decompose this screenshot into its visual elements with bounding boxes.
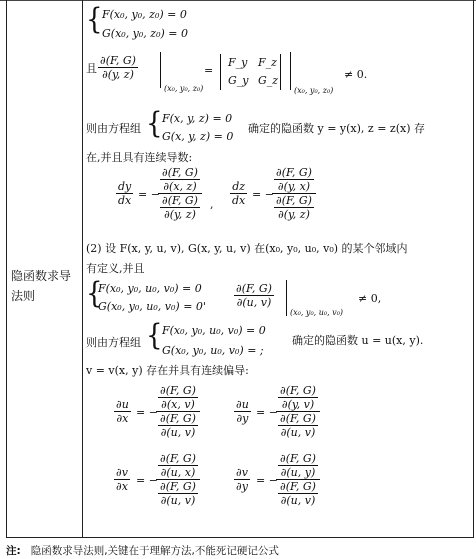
neq-zero-1: ≠ 0. [344, 68, 368, 81]
cf4-top-num: ∂(F, G) [280, 384, 316, 397]
row-label: 隐函数求导法则 [11, 269, 72, 303]
compound-frac-5 [156, 452, 200, 507]
cf4-bot-den: ∂(u, v) [278, 425, 318, 439]
jacobian-1 [98, 54, 138, 81]
system4-line1: F(x₀, y₀, u₀, v₀) = 0 [162, 324, 266, 337]
dzdx-num: dz [232, 180, 246, 193]
implicit-2: 确定的隐函数 u = u(x, y). [292, 334, 424, 347]
eval-bar-1 [160, 52, 161, 88]
compound-frac-1 [158, 166, 202, 221]
part2-line1: (2) 设 F(x, y, u, v), G(x, y, u, v) 在(x₀, y₀, u₀, v₀) 的某个邻域内 [86, 242, 408, 255]
dydx [116, 180, 133, 207]
eq-minus-3: = − [136, 406, 158, 419]
cf2-bot-den: ∂(y, z) [274, 207, 314, 221]
dudx-num: ∂u [116, 398, 129, 411]
det-bar-right [280, 54, 281, 90]
cf6-bot-num: ∂(F, G) [280, 480, 316, 493]
eq-minus-4: = − [256, 406, 278, 419]
eq-minus-1: = − [138, 188, 160, 201]
dudy-num: ∂u [236, 398, 249, 411]
cf5-top-num: ∂(F, G) [160, 452, 196, 465]
jacobian-2-num: ∂(F, G) [236, 282, 272, 295]
det-r1c1: F_y [228, 56, 248, 69]
system4-line2: G(x₀, y₀, u₀, v₀) = ; [162, 344, 264, 357]
eq-minus-6: = − [256, 474, 278, 487]
det-r2c1: G_y [228, 74, 249, 87]
eval-point-2: (x₀, y₀, z₀) [294, 86, 334, 95]
jacobian-1-den: ∂(y, z) [98, 67, 138, 81]
comma-1: , [210, 198, 214, 211]
system3-line2: G(x₀, y₀, u₀, v₀) = 0' [98, 300, 206, 313]
cf1-bot-den: ∂(y, z) [160, 207, 200, 221]
system2-line1: F(x, y, z) = 0 [162, 112, 233, 125]
zefc-2: 则由方程组 [86, 336, 141, 349]
column-divider [82, 0, 83, 537]
eval-point-1: (x₀, y₀, z₀) [164, 84, 204, 93]
eq-minus-2: = − [252, 188, 274, 201]
dudy [234, 398, 251, 425]
det-r1c2: F_z [258, 56, 277, 69]
compound-frac-4 [276, 384, 320, 439]
dudy-den: ∂y [234, 411, 251, 425]
cf1-top-den: ∂(x, z) [160, 179, 200, 193]
implicit-2-cont: v = v(x, y) 存在并具有连续偏导: [86, 364, 249, 377]
equals-1: = [204, 64, 214, 77]
left-brace-3: { [86, 277, 103, 311]
dvdx [114, 466, 130, 493]
cf2-top-num: ∂(F, G) [276, 166, 312, 179]
jacobian-1-num: ∂(F, G) [100, 54, 136, 67]
dudx [114, 398, 131, 425]
cf6-top-den: ∂(u, y) [278, 465, 318, 479]
dzdx [230, 180, 247, 207]
cf4-top-den: ∂(y, v) [278, 397, 318, 411]
part2-line2: 有定义,并且 [86, 262, 145, 275]
zefc-1: 则由方程组 [86, 122, 141, 135]
det-bar-left [220, 54, 221, 90]
eval-bar-2 [290, 52, 291, 90]
system3-line1: F(x₀, y₀, u₀, v₀) = 0 [98, 282, 202, 295]
dvdy-den: ∂y [236, 480, 248, 493]
cf5-top-den: ∂(u, x) [158, 465, 198, 479]
jacobian-2 [234, 282, 274, 309]
formula-cell [86, 0, 470, 537]
cf2-top-den: ∂(y, x) [274, 179, 314, 193]
cf1-top-num: ∂(F, G) [162, 166, 198, 179]
dvdy-num: ∂v [236, 466, 248, 479]
dvdy [234, 466, 250, 493]
compound-frac-2 [272, 166, 316, 221]
compound-frac-6 [276, 452, 320, 507]
left-brace-4: { [146, 319, 163, 353]
cf1-bot-num: ∂(F, G) [162, 194, 198, 207]
det-r2c2: G_z [258, 74, 279, 87]
cf6-top-num: ∂(F, G) [280, 452, 316, 465]
system1-line1: F(x₀, y₀, z₀) = 0 [102, 8, 187, 21]
cf6-bot-den: ∂(u, v) [278, 493, 318, 507]
eval-bar-3 [286, 280, 287, 316]
dydx-den: dx [116, 193, 133, 207]
compound-frac-3 [156, 384, 200, 439]
cf3-bot-den: ∂(u, v) [158, 425, 198, 439]
cf5-bot-num: ∂(F, G) [160, 480, 196, 493]
jacobian-2-den: ∂(u, v) [234, 295, 274, 309]
dvdx-num: ∂v [116, 466, 128, 479]
cf3-top-num: ∂(F, G) [160, 384, 196, 397]
cf3-bot-num: ∂(F, G) [160, 412, 196, 425]
footnote-label: 注: [6, 545, 21, 557]
dvdx-den: ∂x [116, 480, 128, 493]
dudx-den: ∂x [114, 411, 131, 425]
system1-line2: G(x₀, y₀, z₀) = 0 [102, 27, 189, 40]
eq-minus-5: = − [136, 474, 158, 487]
eval-point-3: (x₀, y₀, u₀, v₀) [290, 308, 344, 317]
left-brace: { [86, 3, 103, 37]
neq-zero-2: ≠ 0, [358, 292, 382, 305]
footnote-text: 隐函数求导法则,关键在于理解方法,不能死记硬记公式 [30, 545, 279, 557]
left-brace-2: { [146, 107, 163, 141]
cf3-top-den: ∂(x, v) [158, 397, 198, 411]
implicit-1-cont: 在,并且具有连续导数: [86, 151, 193, 164]
dzdx-den: dx [232, 194, 246, 207]
qie-text: 且 [86, 62, 97, 75]
implicit-1: 确定的隐函数 y = y(x), z = z(x) 存 [248, 122, 425, 135]
cf4-bot-num: ∂(F, G) [280, 412, 316, 425]
cf2-bot-num: ∂(F, G) [276, 194, 312, 207]
dydx-num: dy [118, 180, 132, 193]
footnote [6, 543, 472, 558]
system2-line2: G(x, y, z) = 0 [162, 130, 234, 143]
cf5-bot-den: ∂(u, v) [158, 493, 198, 507]
